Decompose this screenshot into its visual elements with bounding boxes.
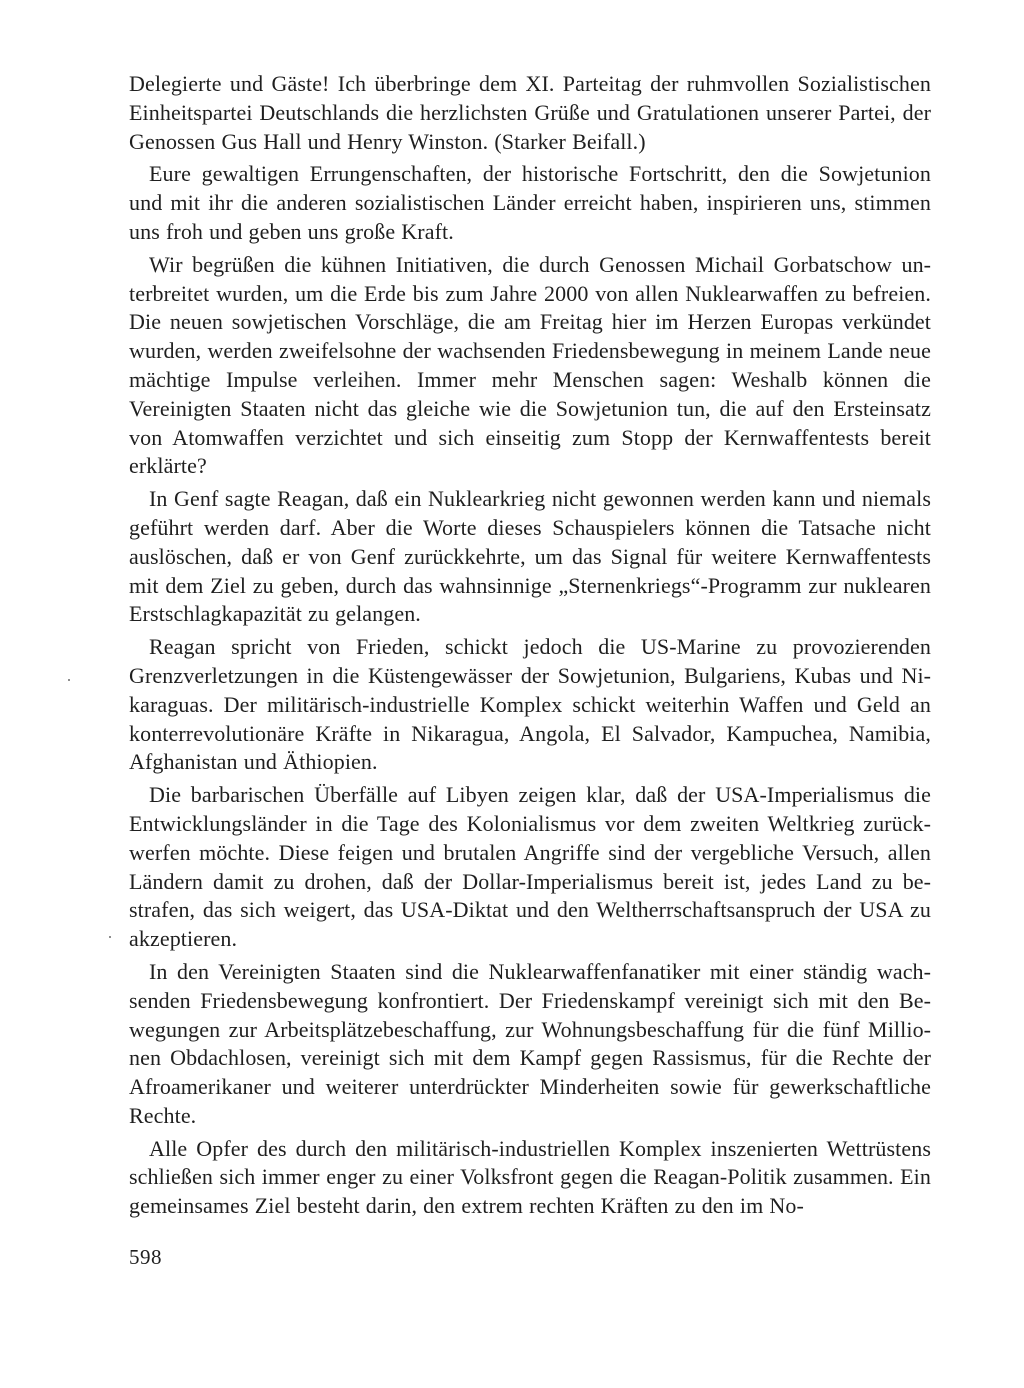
paragraph-4: In Genf sagte Reagan, daß ein Nuklearkrieg nicht gewonnen werden kann und niemals geführt werden darf. Aber die Worte dieses Schauspielers können die Tatsache nicht auslöschen, daß er von Genf zurückkehrte, um das Signal für weitere Kernwaffentests mit dem Ziel zu geben, durch das wahnsinnige „Sternenkriegs“-Programm zur nuklearen Erstschlagkapazität zu gelangen.: [129, 486, 931, 627]
paragraph-3: Wir begrüßen die kühnen Initiativen, die durch Genossen Michail Gorbatschow unterbreitet wurden, um die Erde bis zum Jahre 2000 von allen Nuklearwaffen zu befreien. Die neuen sowjetischen Vorschläge, die am Freitag hier im Herzen Europas verkündet wurden, werden zweifelsohne der wachsenden Friedensbewegung in meinem Lande neue mächtige Impulse verleihen. Immer mehr Menschen sagen: Weshalb können die Vereinigten Staaten nicht das gleiche wie die Sowjetunion tun, die auf den Ersteinsatz von Atomwaffen verzichtet und sich einseitig zum Stopp der Kernwaffentests bereit erklärte?: [129, 251, 931, 479]
paragraph-2: Eure gewaltigen Errungenschaften, der historische Fortschritt, den die Sowjetunion und mit ihr die anderen sozialistischen Länder erreicht haben, inspirieren uns, stimmen uns froh und geben uns große Kraft.: [129, 161, 931, 244]
body-text: [129, 70, 931, 1225]
paragraph-8: Alle Opfer des durch den militärisch-industriellen Komplex inszenierten Wettrüstens schließen sich immer enger zu einer Volksfront gegen die Reagan-Politik zusammen. Ein gemeinsames Ziel besteht darin, den extrem rechten Kräften zu den im No-: [129, 1135, 931, 1219]
paragraph-7: In den Vereinigten Staaten sind die Nuklearwaffenfanatiker mit einer ständig wachsenden Friedensbewegung konfrontiert. Der Friedenskampf vereinigt sich mit den Bewegungen zur Arbeitsplätzebeschaffung, zur Wohnungsbeschaffung für die fünf Millionen Obdachlosen, vereinigt sich mit dem Kampf gegen Rassismus, für die Rechte der Afroamerikaner und weiterer unterdrückter Minderheiten sowie für gewerkschaftliche Rechte.: [129, 958, 931, 1128]
scan-speck: [68, 679, 70, 681]
paragraph-1: Delegierte und Gäste! Ich überbringe dem XI. Parteitag der ruhmvollen Sozialistischen Einheitspartei Deutschlands die herzlichsten Grüße und Gratulationen unserer Partei, der Genossen Gus Hall und Henry Winston. (Starker Beifall.): [129, 71, 931, 154]
page-number: 598: [129, 1245, 162, 1269]
paragraph-5: Reagan spricht von Frieden, schickt jedoch die US-Marine zu provozierenden Grenzverletzungen in die Küstengewässer der Sowjetunion, Bulgariens, Kubas und Nikaraguas. Der militärisch-industrielle Komplex schickt weiterhin Waffen und Geld an konterrevolutionäre Kräfte in Nikaragua, Angola, El Salvador, Kampuchea, Namibia, Afghanistan und Äthiopien.: [129, 634, 931, 775]
paragraph-6: Die barbarischen Überfälle auf Libyen zeigen klar, daß der USA-Imperialismus die Entwicklungsländer in die Tage des Kolonialismus vor dem zweiten Weltkrieg zurückwerfen möchte. Diese feigen und brutalen Angriffe sind der vergebliche Versuch, allen Ländern damit zu drohen, daß der Dollar-Imperialismus bereit ist, jedes Land zu bestrafen, das sich weigert, das USA-Diktat und den Weltherrschaftsanspruch der USA zu akzeptieren.: [129, 782, 931, 952]
scan-speck: [109, 936, 111, 938]
